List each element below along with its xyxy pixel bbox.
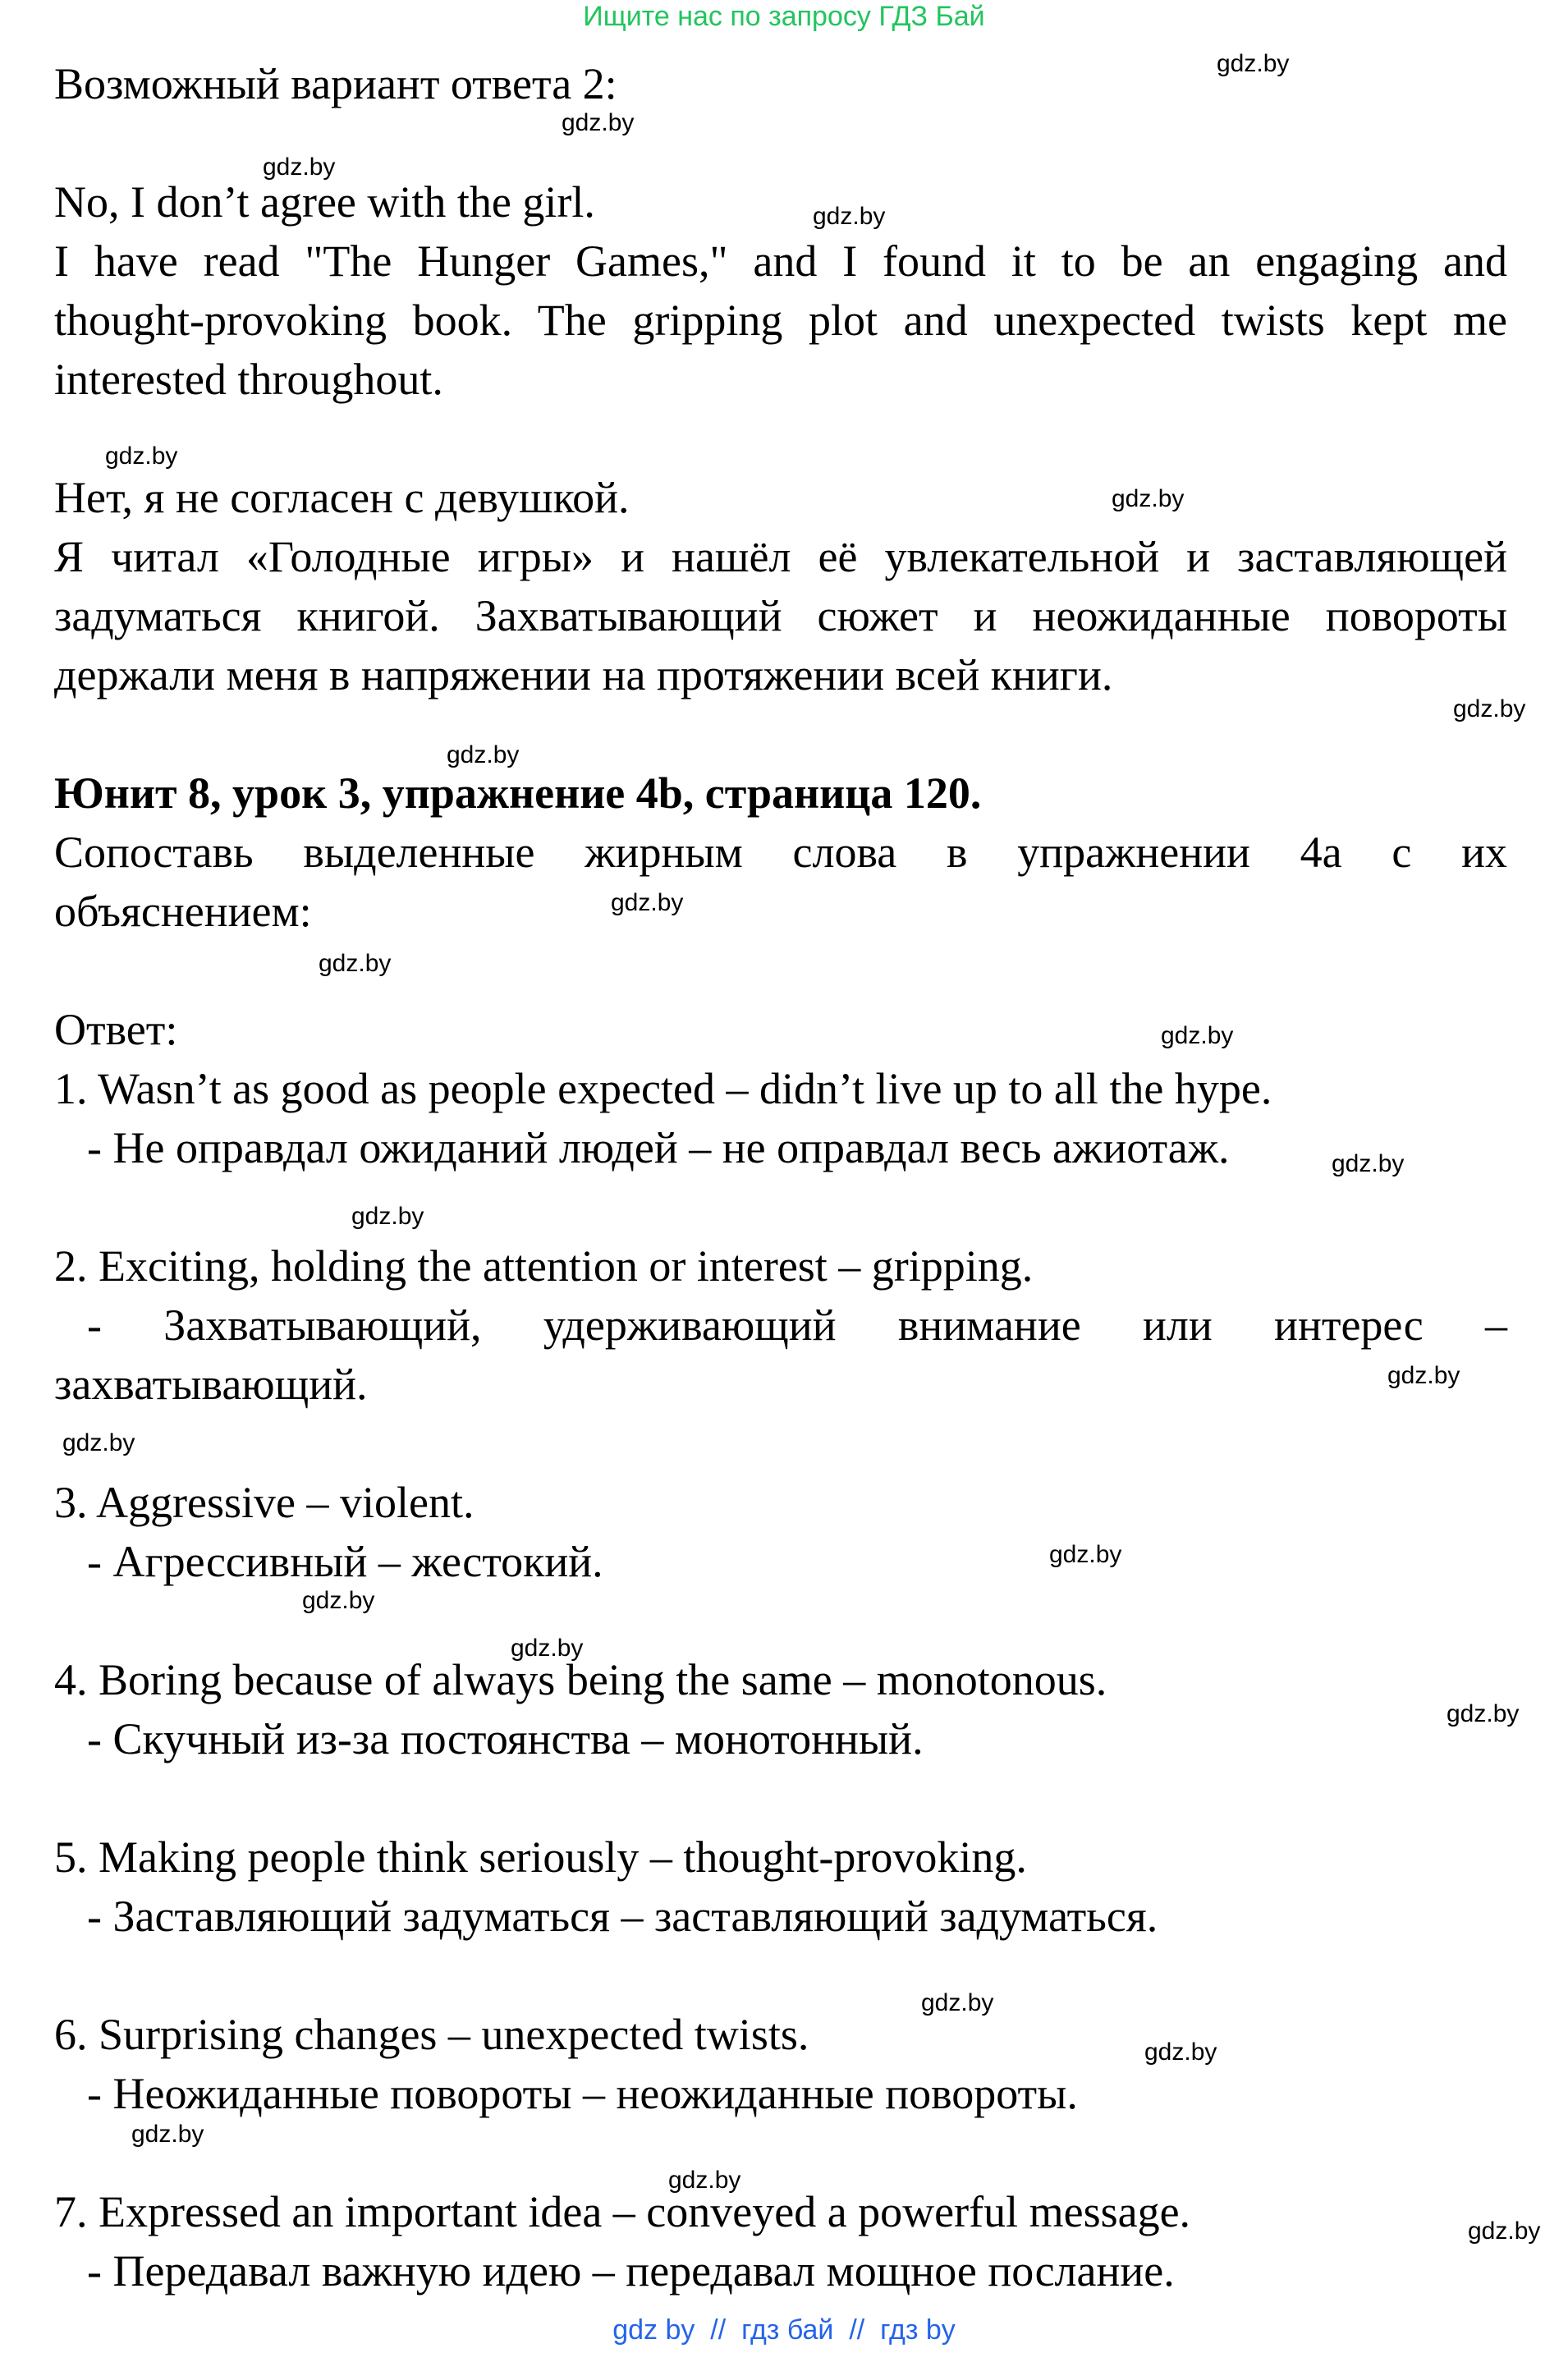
watermark: gdz.by xyxy=(302,1587,375,1614)
watermark: gdz.by xyxy=(131,2121,204,2148)
watermark: gdz.by xyxy=(562,109,635,136)
watermark: gdz.by xyxy=(1387,1362,1460,1389)
watermark: gdz.by xyxy=(105,443,178,470)
answer-item-3-en: 3. Aggressive – violent. xyxy=(54,1478,475,1527)
answer-item-1-en: 1. Wasn’t as good as people expected – didn’t live up to all the hype. xyxy=(54,1064,1272,1113)
answer-item-1-ru: - Не оправдал ожиданий людей – не оправдал весь ажиотаж. xyxy=(87,1123,1230,1172)
answer-item-5-en: 5. Making people think seriously – thought-provoking. xyxy=(54,1832,1027,1882)
watermark: gdz.by xyxy=(1112,485,1185,512)
english-answer-line-2: I have read "The Hunger Games," and I found it to be an engaging and xyxy=(54,236,1507,286)
answer-item-2-en: 2. Exciting, holding the attention or interest – gripping. xyxy=(54,1241,1034,1291)
russian-translation-line-2: Я читал «Голодные игры» и нашёл её увлекательной и заставляющей xyxy=(54,532,1507,581)
answer-item-2-ru-continued: захватывающий. xyxy=(54,1360,368,1409)
answer-item-6-en: 6. Surprising changes – unexpected twists. xyxy=(54,2010,809,2059)
answer-item-3-ru: - Агрессивный – жестокий. xyxy=(87,1537,603,1586)
english-answer-line-4: interested throughout. xyxy=(54,355,443,404)
answer-item-4-ru: - Скучный из-за постоянства – монотонный. xyxy=(87,1714,924,1763)
task-line-1: Сопоставь выделенные жирным слова в упражнении 4а с их xyxy=(54,828,1507,877)
watermark: gdz.by xyxy=(921,1989,994,2016)
russian-translation-line-1: Нет, я не согласен с девушкой. xyxy=(54,473,630,522)
watermark: gdz.by xyxy=(511,1635,584,1662)
watermark: gdz.by xyxy=(1144,2039,1217,2066)
watermark: gdz.by xyxy=(668,2167,741,2194)
answer-item-5-ru: - Заставляющий задуматься – заставляющий задуматься. xyxy=(87,1892,1158,1941)
task-line-2: объяснением: xyxy=(54,887,312,936)
answer-item-7-en: 7. Expressed an important idea – conveyed a powerful message. xyxy=(54,2187,1191,2236)
answer-label: Ответ: xyxy=(54,1005,178,1054)
english-answer-line-1: No, I don’t agree with the girl. xyxy=(54,177,595,227)
english-answer-line-3: thought-provoking book. The gripping plot and unexpected twists kept me xyxy=(54,296,1507,345)
watermark: gdz.by xyxy=(1217,50,1290,77)
watermark: gdz.by xyxy=(1453,695,1526,722)
footer-site-links[interactable]: gdz by // гдз бай // гдз by xyxy=(612,2314,956,2346)
watermark: gdz.by xyxy=(447,741,520,768)
answer-item-7-ru: - Передавал важную идею – передавал мощное послание. xyxy=(87,2246,1175,2295)
watermark: gdz.by xyxy=(62,1429,135,1456)
watermark: gdz.by xyxy=(813,203,886,230)
watermark: gdz.by xyxy=(611,889,684,916)
watermark: gdz.by xyxy=(1049,1541,1122,1568)
search-hint-link[interactable]: Ищите нас по запросу ГДЗ Бай xyxy=(583,1,985,32)
watermark: gdz.by xyxy=(1468,2218,1541,2245)
russian-translation-line-4: держали меня в напряжении на протяжении всей книги. xyxy=(54,650,1113,699)
answer-item-2-ru: - Захватывающий, удерживающий внимание или интерес – xyxy=(87,1300,1507,1350)
answer-variant-title: Возможный вариант ответа 2: xyxy=(54,59,617,108)
watermark: gdz.by xyxy=(319,950,392,977)
watermark: gdz.by xyxy=(1447,1700,1520,1727)
answer-item-4-en: 4. Boring because of always being the same – monotonous. xyxy=(54,1655,1107,1704)
answer-item-6-ru: - Неожиданные повороты – неожиданные повороты. xyxy=(87,2069,1078,2118)
watermark: gdz.by xyxy=(1161,1022,1234,1049)
watermark: gdz.by xyxy=(351,1203,424,1230)
watermark: gdz.by xyxy=(263,154,336,181)
watermark: gdz.by xyxy=(1332,1150,1405,1177)
russian-translation-line-3: задуматься книгой. Захватывающий сюжет и неожиданные повороты xyxy=(54,591,1507,640)
exercise-heading: Юнит 8, урок 3, упражнение 4b, страница 120. xyxy=(54,768,982,818)
